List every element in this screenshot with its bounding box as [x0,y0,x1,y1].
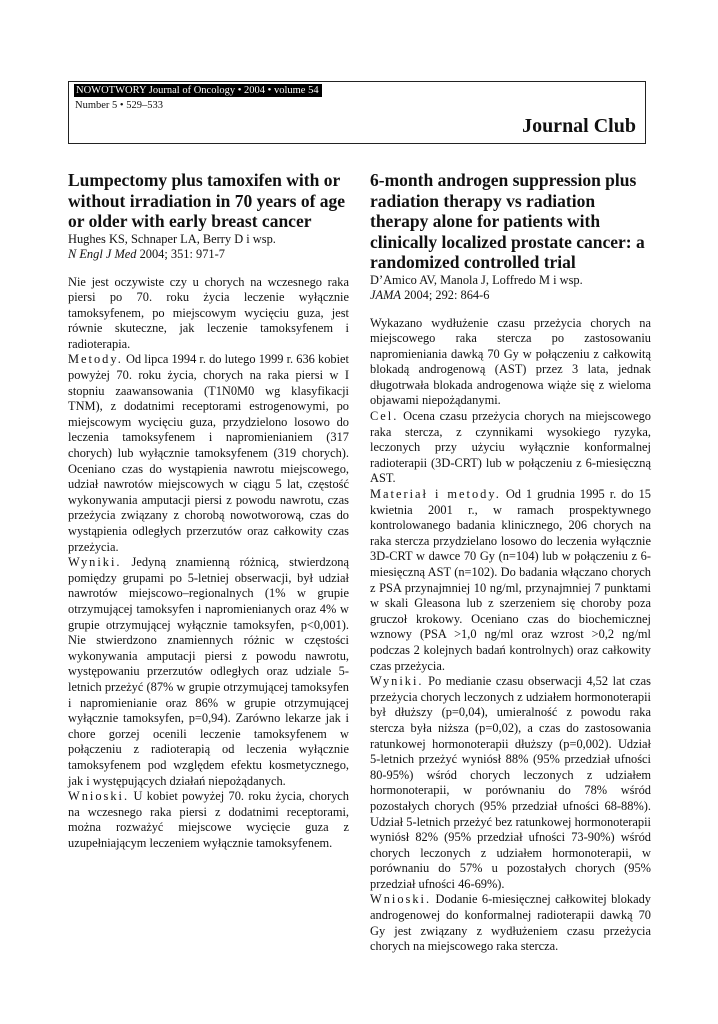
article-authors: D’Amico AV, Manola J, Loffredo M i wsp. [370,272,583,287]
paragraph-aim [370,409,651,487]
paragraph-conclusions [370,892,651,954]
paragraph-text: Jedyną znamienną różnicą, stwierdzoną pomiędzy grupami po 5-letniej obserwacji, był udział nawrotów miejscowo–regionalnych (1% w grupie otrzymującej tamoksyfen i napromienianych oraz 4% w grupie otrzymującej wyłącznie tamoksyfen, p<0,001). Nie stwierdzono znamiennych różnic w częstości wykonywania amputacji piersi z powodu nawrotu, występowaniu przerzutów odległych oraz udziale 5-letnich przeżyć (87% w grupie otrzymującej tamoksyfen i napromienianie oraz 86% w grupie otrzymującej wyłącznie tamoksyfen, p=0,94). Zarówno lekarze jak i chore gorzej ocenili leczenie tamoksyfenem w połączeniu z radioterapią od leczenia wyłącznie tamoksyfenem pod względem efektu kosmetycznego, jak i występujących działań niepożądanych. [68,555,349,788]
section-title: Journal Club [522,115,636,137]
paragraph-text: Ocena czasu przeżycia chorych na miejscowego raka stercza, z czynnikami wysokiego ryzyka, leczonych przy użyciu wyłącznie konformalnej radioterapii (3D-CRT) lub w połączeniu z 6-miesięczną AST. [370,409,651,486]
paragraph-text: U kobiet powyżej 70. roku życia, chorych na wczesnego raka piersi z dodatnimi receptorami, można rozważyć miejscowe wycięcie guza z uzupełniającym leczeniem wyłącznie tamoksyfenem. [68,789,349,850]
paragraph-intro [68,275,349,353]
article-title: Lumpectomy plus tamoxifen with or without irradiation in 70 years of age or older with early breast cancer [68,170,346,231]
article-body [68,275,349,852]
paragraph-text: Dodanie 6-miesięcznej całkowitej blokady androgenowej do konformalnej radioterapii dawką 70 Gy jest związany z wydłużeniem czasu przeżycia chorych na miejscowego raka stercza. [370,892,651,954]
paragraph-text: Wykazano wydłużenie czasu przeżycia chorych na miejscowego raka stercza po zastosowaniu napromieniania dawką 70 Gy w połączeniu z całkowitą blokadą androgenową (AST) przez 3 lata, jednak długotrwała blokada androgenowa wiąże się z wieloma objawami niepożądanymi. [370,315,651,408]
paragraph-lead: Wnioski. [370,892,432,907]
paragraph-results [68,555,349,789]
article-body [370,316,651,955]
paragraph-lead: Cel. [370,409,399,424]
paragraph-lead: Wnioski. [68,789,130,804]
paragraph-intro [370,316,651,410]
article-prostate [370,170,651,955]
paragraph-lead: Wyniki. [68,555,122,570]
article-citation [68,247,349,263]
paragraph-lead: Metody. [68,352,123,367]
journal-header [68,81,646,144]
citation-details: 2004; 351: 971-7 [139,247,225,261]
paragraph-text: Po medianie czasu obserwacji 4,52 lat czas przeżycia chorych leczonych z udziałem hormonoterapii był dłuższy (p=0,04), umieralność z powodu raka stercza była niższa (p=0,02), a czas do zastosowania ratunkowej hormonoterapii dłuższy (p=0,002). Udział 5-letnich przeżyć wyniósł 88% (95% przedział ufności 80-95%) wśród chorych leczonych z udziałem hormonoterapii, w porównaniu do 78% wśród pozostałych chorych (95% przedział ufności 68-88%). Udział 5-letnich przeżyć bez ratunkowej hormonoterapii wyniósł 82% (95% przedział ufności 73-90%) wśród chorych leczonych z udziałem hormonoterapii, w porównaniu do 57% u pozostałych chorych (95% przedział ufności 46-69%). [370,674,651,891]
paragraph-conclusions [68,789,349,851]
issue-number: Number 5 • 529–533 [75,100,163,111]
paragraph-methods [370,487,651,674]
citation-details: 2004; 292: 864-6 [404,288,490,302]
article-title: 6-month androgen suppression plus radiation therapy vs radiation therapy alone for patients with clinically localized prostate cancer: a randomized controlled trial [370,170,645,272]
paragraph-lead: Wyniki. [370,674,424,689]
paragraph-lead: Materiał i metody. [370,487,501,502]
article-citation [370,288,651,304]
paragraph-text: Nie jest oczywiste czy u chorych na wczesnego raka piersi po 70. roku życia leczenie wyłącznie tamoksyfenem, po miejscowym wycięciu guza, jest równie skuteczne, jak leczenie tamoksyfenem i radioterapia. [68,274,349,351]
journal-abbrev: JAMA [370,288,401,302]
paragraph-methods [68,352,349,555]
journal-name: NOWOTWORY Journal of Oncology • 2004 • volume 54 [74,84,322,97]
article-lumpectomy [68,170,349,851]
journal-abbrev: N Engl J Med [68,247,137,261]
article-authors: Hughes KS, Schnaper LA, Berry D i wsp. [68,231,276,246]
paragraph-text: Od lipca 1994 r. do lutego 1999 r. 636 kobiet powyżej 70. roku życia, chorych na raka piersi w I stopniu zaawansowania (T1N0M0 wg klasyfikacji TNM), z dodatnimi receptorami estrogenowymi, po miejscowym wycięciu guza, przydzielono losowo do leczenia tamoksyfenem i napromienianiem (317 chorych) lub wyłącznie tamoksyfenem (319 chorych). Oceniano czas do wystąpienia nawrotu miejscowego, udział nawrotów miejscowych w ciągu 5 lat, częstość wykonywania amputacji piersi z powodu nawrotu, czas przeżycia związany z chorobą nowotworową, czas do wystąpienia odległych przerzutów oraz całkowity czas przeżycia. [68,352,349,554]
paragraph-results [370,674,651,892]
paragraph-text: Od 1 grudnia 1995 r. do 15 kwietnia 2001 r., w ramach prospektywnego kontrolowanego badania klinicznego, 206 chorych na raka stercza przydzielano losowo do leczenia wyłącznie 3D-CRT w dawce 70 Gy (n=104) lub w połączeniu z 6-miesięczną AST (n=102). Do badania włączano chorych z PSA przynajmniej 10 ng/ml, przynajmniej 7 punktami w skali Gleasona lub z szerzeniem się choroby poza gruczoł krokowy. Oceniano czas do biochemicznej wznowy (PSA >1,0 ng/ml oraz wzrost >0,2 ng/ml podczas 2 kolejnych badań kontrolnych) oraz całkowity czas przeżycia. [370,487,651,673]
